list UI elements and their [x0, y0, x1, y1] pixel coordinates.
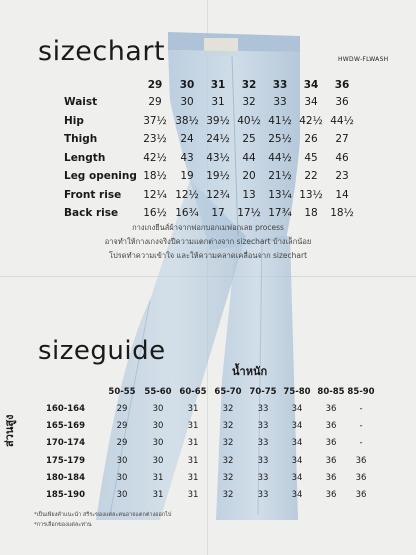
- sizechart-size-header: 33: [272, 79, 288, 91]
- sizechart-cell: 33: [273, 96, 287, 108]
- sizechart-cell: 36: [335, 96, 349, 108]
- note-line-1: กางเกงยีนส์ผ้าจากฟอกบอกเมฟอกเลย process: [132, 223, 284, 232]
- sizechart-title: sizechart: [38, 36, 166, 67]
- sizechart-cell: 13¼: [268, 188, 292, 201]
- sizeguide-cell: 31: [187, 421, 199, 432]
- sizeguide-cell: 34: [291, 472, 303, 483]
- sizeguide-cell: -: [359, 438, 363, 449]
- sizeguide-cell: 36: [355, 472, 367, 483]
- sizeguide-height-label: 165-169: [46, 421, 86, 432]
- sizechart-cell: 19½: [206, 170, 230, 182]
- sizechart-cell: 18½: [330, 207, 354, 219]
- sizeguide-cell: 36: [355, 455, 367, 466]
- sizechart-row-label: Waist: [64, 96, 98, 108]
- sizeguide-cell: -: [359, 421, 363, 432]
- weight-axis-label: น้ำหนัก: [232, 365, 268, 378]
- sizeguide-cell: 31: [152, 490, 164, 500]
- sizechart-cell: 39½: [206, 114, 230, 127]
- sizechart-cell: 27: [335, 133, 349, 145]
- note-line-2: อาจทำให้กางเกงจริงปีความแตกต่างจาก sizechart บ้างเล็กน้อย: [104, 237, 312, 246]
- sizeguide-height-label: 180-184: [46, 472, 86, 483]
- sizechart-cell: 44: [242, 151, 256, 164]
- sizeguide-cell: 34: [291, 421, 303, 432]
- sizeguide-cell: 34: [291, 438, 303, 449]
- sizechart-cell: 23½: [143, 133, 167, 145]
- sizechart-cell: 12½: [175, 188, 199, 201]
- sizechart-cell: 31: [211, 96, 225, 108]
- sizechart-cell: 16½: [143, 207, 167, 219]
- sizechart-cell: 18½: [143, 170, 167, 182]
- sizechart-cell: 24½: [206, 133, 230, 145]
- sizeguide-cell: 32: [222, 438, 234, 449]
- sizechart-cell: 14: [335, 188, 349, 201]
- sizeguide-cell: -: [359, 404, 363, 414]
- sizechart-cell: 40½: [237, 114, 261, 127]
- sizeguide-cell: 29: [116, 438, 128, 449]
- sizechart-size-header: 34: [303, 79, 319, 91]
- sizechart-size-header: 29: [147, 79, 163, 91]
- sizechart-cell: 17½: [237, 207, 261, 219]
- sizeguide-cell: 30: [152, 404, 164, 414]
- sizeguide-cell: 34: [291, 404, 303, 414]
- sizeguide-cell: 31: [152, 472, 164, 483]
- sizechart-size-header: 36: [334, 79, 350, 91]
- sizechart-row-label: Front rise: [64, 188, 122, 201]
- sizeguide-cell: 32: [222, 404, 234, 414]
- sizeguide-height-label: 175-179: [46, 455, 86, 466]
- sizeguide-height-label: 185-190: [46, 490, 86, 500]
- sizechart-cell: 21½: [268, 170, 292, 182]
- sizechart-cell: 43½: [206, 151, 230, 164]
- sizeguide-cell: 30: [116, 472, 128, 483]
- sizeguide-weight-header: 55-60: [144, 387, 172, 397]
- sizeguide-cell: 32: [222, 472, 234, 483]
- sizechart-cell: 12¾: [206, 188, 230, 201]
- sizeguide-cell: 31: [187, 438, 199, 449]
- sizechart-cell: 32: [242, 96, 256, 108]
- sizeguide-weight-header: 80-85: [317, 387, 345, 397]
- footnote-1: *เป็นเพียงคำแนะนำ สรีระของแต่ละคนอาจแตกต่างออกไป: [34, 512, 172, 518]
- sizechart-cell: 46: [335, 151, 349, 164]
- sizeguide-cell: 34: [291, 455, 303, 466]
- sizechart-cell: 12¼: [143, 188, 167, 201]
- sizechart-cell: 24: [180, 133, 194, 145]
- sizeguide-title: sizeguide: [38, 336, 166, 366]
- sizeguide-cell: 33: [257, 490, 269, 500]
- sizechart-cell: 30: [180, 96, 194, 108]
- sizechart-cell: 41½: [268, 114, 292, 127]
- sizechart-size-header: 31: [210, 79, 226, 91]
- sizeguide-cell: 33: [257, 438, 269, 449]
- sizechart-cell: 43: [180, 151, 194, 164]
- sizechart-cell: 45: [304, 151, 318, 164]
- sizeguide-cell: 36: [355, 490, 367, 500]
- sizeguide-cell: 30: [152, 421, 164, 432]
- sizeguide-cell: 33: [257, 404, 269, 414]
- sizechart-cell: 13: [242, 188, 256, 201]
- sizeguide-weight-header: 65-70: [214, 387, 242, 397]
- sizeguide-cell: 33: [257, 421, 269, 432]
- sizechart-size-header: 30: [179, 79, 195, 91]
- sizechart-cell: 34: [304, 96, 318, 108]
- sizeguide-cell: 29: [116, 404, 128, 414]
- sizeguide-cell: 32: [222, 421, 234, 432]
- sizechart-cell: 25: [242, 133, 256, 145]
- sizeguide-cell: 34: [291, 490, 303, 500]
- sizeguide-cell: 36: [325, 455, 337, 466]
- sizeguide-cell: 30: [116, 455, 128, 466]
- sizechart-cell: 17¾: [268, 207, 292, 219]
- sizechart-cell: 18: [304, 207, 318, 219]
- sizeguide-cell: 36: [325, 472, 337, 483]
- height-axis-label: ส่วนสูง: [3, 414, 16, 447]
- sizechart-cell: 13½: [299, 188, 323, 201]
- sizeguide-cell: 32: [222, 490, 234, 500]
- sizeguide-cell: 33: [257, 455, 269, 466]
- footnote-2: *การเลือกของแต่ละท่าน: [34, 522, 92, 528]
- sizeguide-weight-header: 50-55: [108, 387, 136, 397]
- sizeguide-cell: 36: [325, 490, 337, 500]
- sizechart-row-label: Hip: [64, 114, 84, 127]
- sizeguide-cell: 36: [325, 438, 337, 449]
- sizechart-cell: 37½: [143, 114, 167, 127]
- sizechart-cell: 42½: [299, 114, 323, 127]
- sizechart-cell: 38½: [175, 114, 199, 127]
- sizechart-cell: 23: [335, 170, 349, 182]
- sizeguide-cell: 31: [187, 404, 199, 414]
- sizechart-cell: 16¾: [175, 207, 199, 219]
- sizeguide-cell: 30: [152, 438, 164, 449]
- sizeguide-cell: 36: [325, 404, 337, 414]
- sizechart-row-label: Leg opening: [64, 170, 137, 182]
- sizechart-cell: 44½: [330, 114, 354, 127]
- sizeguide-cell: 30: [152, 455, 164, 466]
- sizechart-cell: 26: [304, 133, 318, 145]
- sizeguide-cell: 33: [257, 472, 269, 483]
- sizeguide-weight-header: 60-65: [179, 387, 207, 397]
- sizechart-row-label: Back rise: [64, 207, 119, 219]
- sizeguide-cell: 31: [187, 490, 199, 500]
- sizeguide-weight-header: 85-90: [347, 387, 375, 397]
- note-line-3: โปรดทำความเข้าใจ และให้ความคลาดเคลื่อนจาก sizechart: [108, 251, 308, 260]
- sizechart-cell: 19: [180, 170, 194, 182]
- sizechart-row-label: Thigh: [64, 133, 98, 145]
- sizechart-cell: 25½: [268, 133, 292, 145]
- sizechart-cell: 29: [148, 96, 162, 108]
- sizeguide-weight-header: 75-80: [283, 387, 311, 397]
- sizechart-row-label: Length: [64, 151, 106, 164]
- sizechart-cell: 42½: [143, 151, 167, 164]
- sizeguide-cell: 31: [187, 455, 199, 466]
- sizechart-cell: 20: [242, 170, 256, 182]
- sizechart-cell: 44½: [268, 151, 292, 164]
- sizechart-cell: 22: [304, 170, 318, 182]
- sizeguide-cell: 29: [116, 421, 128, 432]
- sizeguide-height-label: 160-164: [46, 404, 86, 414]
- sizeguide-cell: 36: [325, 421, 337, 432]
- sizeguide-cell: 30: [116, 490, 128, 500]
- sizeguide-weight-header: 70-75: [249, 387, 277, 397]
- sizechart-cell: 17: [211, 207, 225, 219]
- sizechart-size-header: 32: [241, 79, 257, 91]
- sizeguide-cell: 32: [222, 455, 234, 466]
- product-code: HWDW-FLWASH: [338, 56, 389, 63]
- sizeguide-cell: 31: [187, 472, 199, 483]
- sizeguide-height-label: 170-174: [46, 438, 86, 449]
